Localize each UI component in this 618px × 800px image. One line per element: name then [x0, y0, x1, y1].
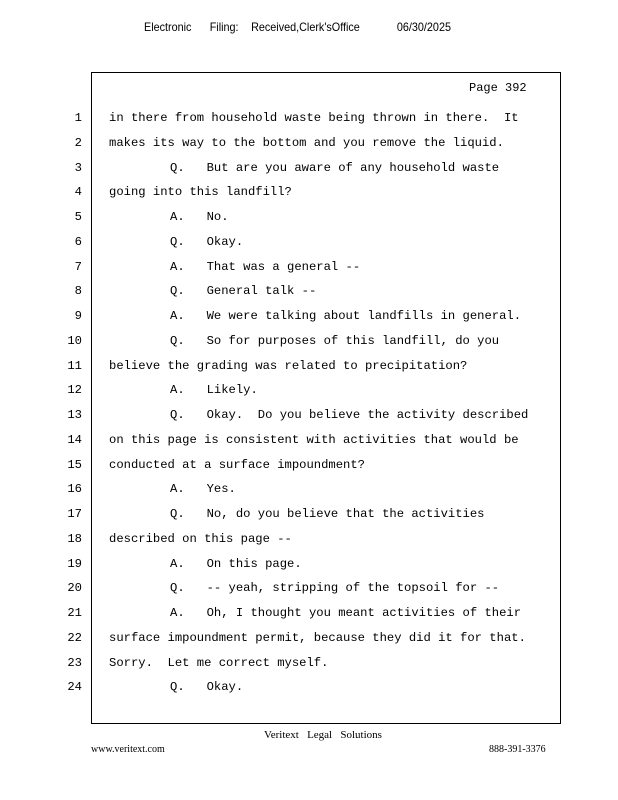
footer-company: Veritext Legal Solutions: [264, 729, 382, 741]
line-number: 13: [67, 408, 82, 422]
filing-header: [0, 20, 556, 36]
line-text: A. That was a general --: [170, 259, 361, 274]
line-text: A. Oh, I thought you meant activities of their: [170, 606, 522, 620]
line-text: Sorry. Let me correct myself.: [109, 655, 329, 670]
line-text: believe the grading was related to precipitation?: [109, 358, 468, 373]
line-text: in there from household waste being thrown in there. It: [109, 111, 519, 125]
transcript-line: [0, 334, 618, 354]
line-number: 12: [67, 383, 82, 398]
line-text: going into this landfill?: [109, 185, 292, 200]
line-text: A. Yes.: [170, 482, 236, 497]
line-text: Q. But are you aware of any household waste: [170, 160, 500, 175]
header-received: Received,Clerk'sOffice: [251, 20, 360, 34]
line-text: A. No.: [170, 210, 229, 224]
line-number: 22: [67, 630, 82, 645]
line-text: surface impoundment permit, because they did it for that.: [109, 630, 526, 645]
page-number: Page 392: [469, 81, 527, 95]
line-number: 20: [67, 581, 82, 596]
line-text: Q. -- yeah, stripping of the topsoil for --: [170, 581, 500, 596]
line-text: Q. Okay.: [170, 680, 244, 695]
transcript-line: [0, 235, 618, 255]
line-text: A. Likely.: [170, 383, 258, 398]
transcript-line: [0, 433, 618, 453]
line-number: 19: [67, 556, 82, 571]
header-electronic: Electronic: [144, 20, 192, 34]
line-text: Q. No, do you believe that the activities: [170, 507, 485, 521]
line-number: 1: [74, 111, 82, 125]
transcript-line: [0, 359, 618, 379]
transcript-line: [0, 557, 618, 577]
line-text: on this page is consistent with activities that would be: [109, 432, 519, 447]
line-number: 2: [74, 135, 82, 150]
line-number: 5: [74, 210, 82, 224]
line-number: 8: [74, 284, 82, 299]
line-number: 17: [67, 507, 82, 521]
transcript-line: [0, 383, 618, 403]
line-text: A. We were talking about landfills in general.: [170, 309, 522, 323]
transcript-line: [0, 161, 618, 181]
line-text: makes its way to the bottom and you remove the liquid.: [109, 135, 504, 150]
transcript-line: [0, 260, 618, 280]
line-number: 6: [74, 234, 82, 249]
header-filing: Filing:: [209, 20, 239, 34]
transcript-line: [0, 507, 618, 527]
line-text: Q. So for purposes of this landfill, do you: [170, 333, 500, 348]
line-number: 11: [67, 358, 82, 373]
line-number: 23: [67, 655, 82, 670]
transcript-line: [0, 185, 618, 205]
line-text: Q. General talk --: [170, 284, 317, 299]
line-number: 3: [74, 160, 82, 175]
line-number: 9: [74, 309, 82, 323]
transcript-line: [0, 284, 618, 304]
transcript-line: [0, 532, 618, 552]
transcript-line: [0, 458, 618, 478]
line-number: 18: [67, 531, 82, 546]
line-number: 16: [67, 482, 82, 497]
line-number: 24: [67, 680, 82, 695]
transcript-line: [0, 408, 618, 428]
line-number: 4: [74, 185, 82, 200]
transcript-line: [0, 606, 618, 626]
line-text: described on this page --: [109, 531, 292, 546]
transcript-line: [0, 210, 618, 230]
transcript-line: [0, 111, 618, 131]
footer-phone: 888-391-3376: [489, 744, 546, 755]
line-number: 21: [67, 606, 82, 620]
transcript-line: [0, 581, 618, 601]
line-number: 10: [67, 333, 82, 348]
line-number: 15: [67, 457, 82, 472]
line-text: Q. Okay.: [170, 234, 244, 249]
line-number: 14: [67, 432, 82, 447]
line-number: 7: [74, 259, 82, 274]
transcript-line: [0, 136, 618, 156]
transcript-line: [0, 631, 618, 651]
line-text: A. On this page.: [170, 556, 302, 571]
transcript-line: [0, 656, 618, 676]
transcript-line: [0, 309, 618, 329]
transcript-line: [0, 482, 618, 502]
footer-website: www.veritext.com: [91, 744, 165, 755]
line-text: conducted at a surface impoundment?: [109, 457, 365, 472]
line-text: Q. Okay. Do you believe the activity described: [170, 408, 529, 422]
transcript-line: [0, 680, 618, 700]
header-date: 06/30/2025: [396, 20, 451, 34]
